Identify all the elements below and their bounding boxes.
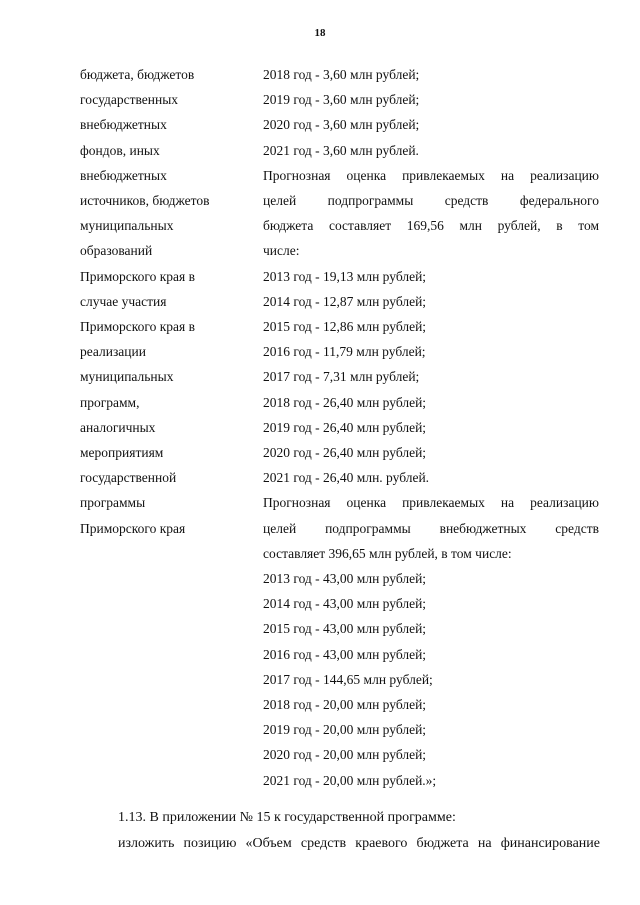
federal-year-line: 2019 год - 26,40 млн рублей; bbox=[263, 419, 427, 435]
federal-year-line: 2021 год - 26,40 млн. рублей. bbox=[263, 470, 430, 486]
extrabudget-intro-line: Прогнозная оценка привлекаемых на реализацию bbox=[263, 495, 599, 511]
extrabudget-year-line: 2013 год - 43,00 млн рублей; bbox=[263, 571, 427, 587]
left-column-line: случае участия bbox=[80, 293, 167, 309]
federal-intro-line: Прогнозная оценка привлекаемых на реализацию bbox=[263, 167, 599, 183]
left-column-line: аналогичных bbox=[80, 419, 156, 435]
federal-year-line: 2013 год - 19,13 млн рублей; bbox=[263, 268, 427, 284]
left-column-line: фондов, иных bbox=[80, 142, 160, 158]
federal-intro-line: бюджета составляет 169,56 млн рублей, в том bbox=[263, 218, 599, 234]
left-column-line: реализации bbox=[80, 344, 146, 360]
extrabudget-year-line: 2016 год - 43,00 млн рублей; bbox=[263, 646, 427, 662]
left-column-line: источников, бюджетов bbox=[80, 193, 210, 209]
page-number: 18 bbox=[314, 27, 326, 39]
extrabudget-year-line: 2018 год - 20,00 млн рублей; bbox=[263, 697, 427, 713]
left-column-line: Приморского края bbox=[80, 520, 186, 536]
left-column-line: внебюджетных bbox=[80, 117, 167, 133]
extrabudget-intro-line: целей подпрограммы внебюджетных средств bbox=[263, 520, 599, 536]
left-column-line: внебюджетных bbox=[80, 167, 167, 183]
right-column bbox=[263, 62, 599, 793]
regional-year-line: 2018 год - 3,60 млн рублей; bbox=[263, 67, 420, 82]
left-column-line: Приморского края в bbox=[80, 319, 195, 335]
federal-intro-line: целей подпрограммы средств федерального bbox=[263, 193, 599, 209]
left-column-line: программ, bbox=[80, 394, 140, 410]
extrabudget-year-line: 2014 год - 43,00 млн рублей; bbox=[263, 596, 427, 612]
extrabudget-year-line: 2015 год - 43,00 млн рублей; bbox=[263, 621, 427, 637]
federal-year-line: 2018 год - 26,40 млн рублей; bbox=[263, 394, 427, 410]
extrabudget-year-line: 2019 год - 20,00 млн рублей; bbox=[263, 722, 427, 738]
extrabudget-year-line: 2017 год - 144,65 млн рублей; bbox=[263, 671, 433, 687]
left-column-line: муниципальных bbox=[80, 369, 174, 385]
left-column-line: государственных bbox=[80, 92, 179, 108]
extrabudget-year-line: 2020 год - 20,00 млн рублей; bbox=[263, 747, 427, 763]
amendment-item: 1.13. В приложении № 15 к государственной программе: bbox=[118, 810, 456, 825]
federal-intro-line: числе: bbox=[263, 243, 300, 259]
federal-year-line: 2014 год - 12,87 млн рублей; bbox=[263, 293, 427, 309]
regional-year-line: 2019 год - 3,60 млн рублей; bbox=[263, 92, 420, 108]
extrabudget-intro-line: составляет 396,65 млн рублей, в том числе: bbox=[263, 545, 512, 561]
federal-year-line: 2015 год - 12,86 млн рублей; bbox=[263, 319, 427, 335]
left-column-line: образований bbox=[80, 243, 153, 259]
left-column-line: Приморского края в bbox=[80, 268, 195, 284]
federal-year-line: 2020 год - 26,40 млн рублей; bbox=[263, 445, 427, 461]
left-column-line: мероприятиям bbox=[80, 445, 164, 461]
regional-year-line: 2021 год - 3,60 млн рублей. bbox=[263, 142, 419, 158]
left-column-line: муниципальных bbox=[80, 218, 174, 234]
federal-year-line: 2016 год - 11,79 млн рублей; bbox=[263, 344, 426, 360]
bottom-text bbox=[80, 805, 600, 857]
left-column-line: государственной bbox=[80, 470, 177, 486]
left-column bbox=[80, 62, 250, 541]
left-column-line: бюджета, бюджетов bbox=[80, 67, 195, 82]
extrabudget-year-line: 2021 год - 20,00 млн рублей.»; bbox=[263, 772, 437, 788]
federal-year-line: 2017 год - 7,31 млн рублей; bbox=[263, 369, 420, 385]
amendment-text: изложить позицию «Объем средств краевого бюджета на финансирование bbox=[118, 836, 600, 851]
regional-year-line: 2020 год - 3,60 млн рублей; bbox=[263, 117, 420, 133]
left-column-line: программы bbox=[80, 495, 146, 511]
